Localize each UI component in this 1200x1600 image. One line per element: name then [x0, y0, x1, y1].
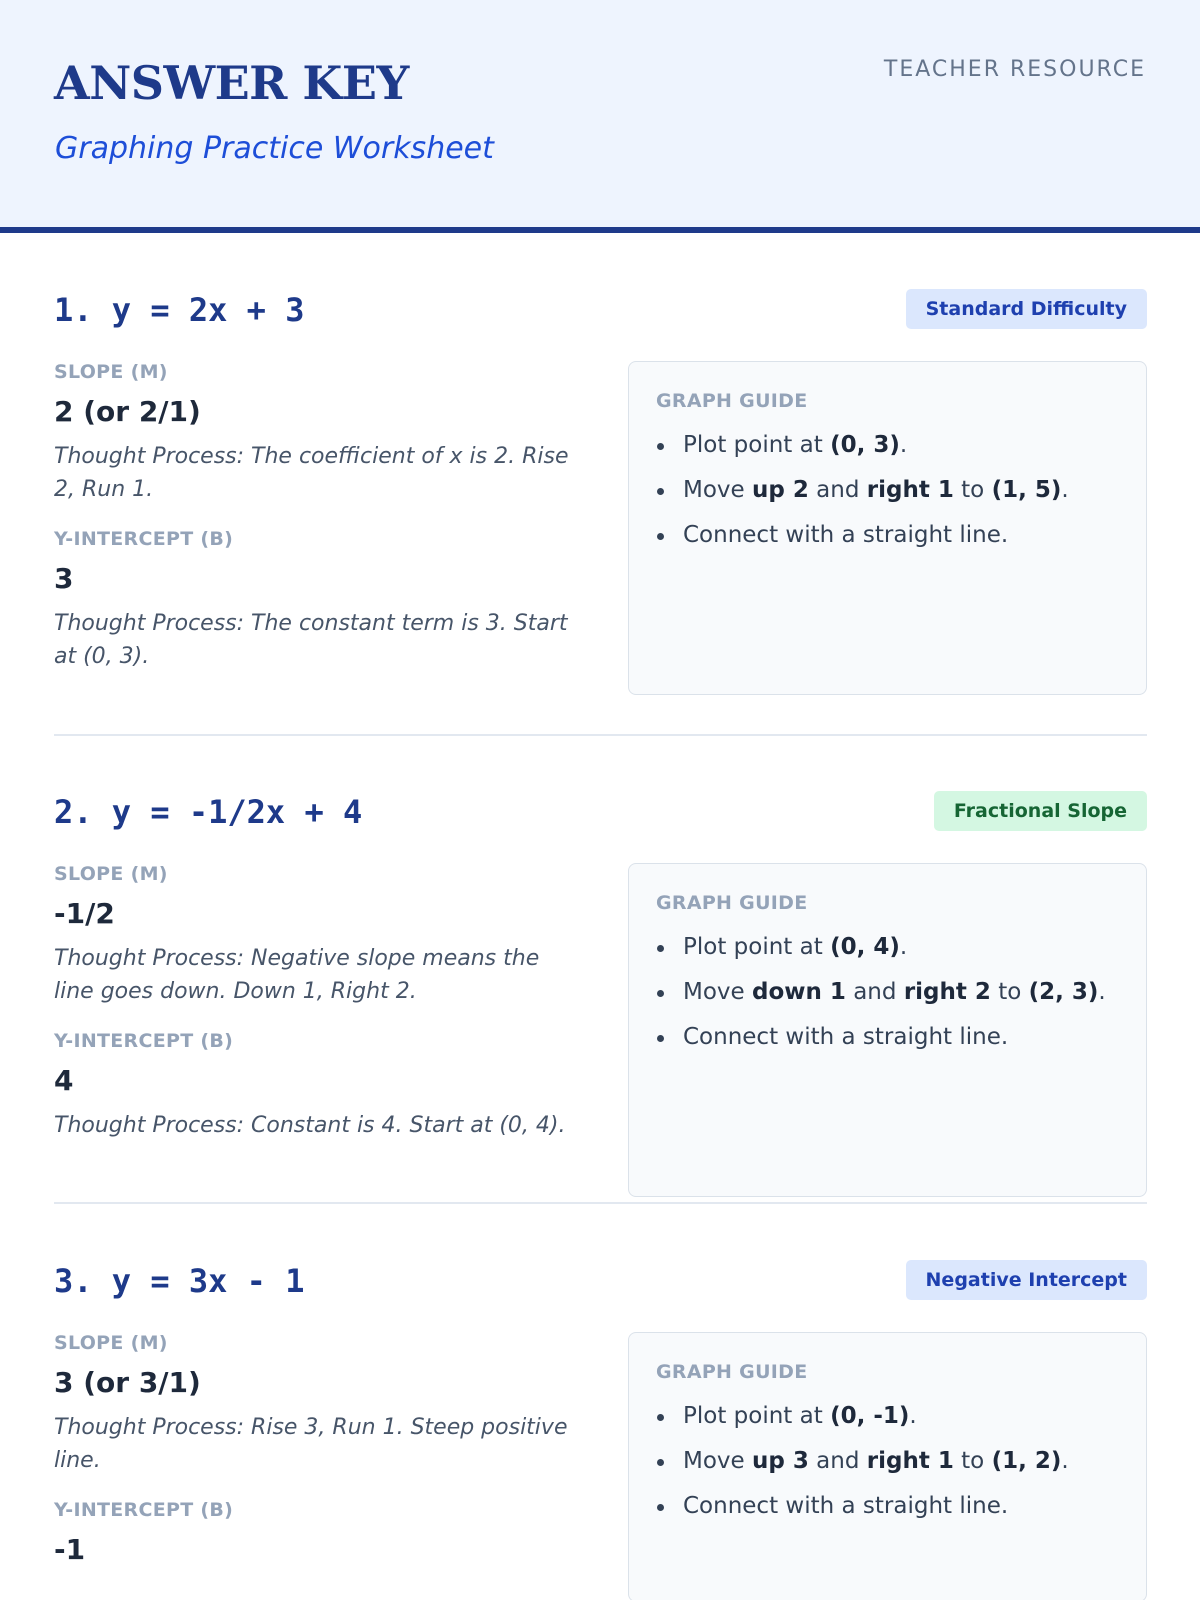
slope-thought: Thought Process: Negative slope means the line goes down. Down 1, Right 2. [54, 946, 540, 1004]
page-header [0, 0, 1200, 233]
graph-guide [628, 361, 1147, 695]
intercept-value: 4 [54, 1064, 74, 1097]
problem-1 [54, 291, 1147, 669]
guide-step-plot: Plot point at (0, -1). [656, 1403, 1118, 1430]
slope-value: -1/2 [54, 897, 115, 930]
guide-step-connect: Connect with a straight line. [656, 522, 1118, 549]
intercept-thought: Thought Process: The constant term is 3. Start at (0, 3). [54, 611, 568, 669]
intercept-value: 3 [54, 562, 74, 595]
slope-label: SLOPE (M) [54, 1332, 168, 1354]
graph-guide-steps [656, 1403, 1118, 1520]
page-title: ANSWER KEY [54, 56, 409, 110]
guide-step-connect: Connect with a straight line. [656, 1024, 1118, 1051]
graph-guide-steps [656, 934, 1118, 1051]
difficulty-badge: Standard Difficulty [906, 289, 1147, 329]
graph-guide-title: GRAPH GUIDE [656, 892, 808, 914]
guide-step-move: Move up 3 and right 1 to (1, 2). [656, 1448, 1118, 1475]
graph-guide [628, 1332, 1147, 1600]
guide-step-plot: Plot point at (0, 3). [656, 432, 1118, 459]
guide-step-move: Move up 2 and right 1 to (1, 5). [656, 477, 1118, 504]
graph-guide [628, 863, 1147, 1197]
slope-label: SLOPE (M) [54, 863, 168, 885]
problem-equation: 1. y = 2x + 3 [54, 291, 305, 329]
problem-equation: 3. y = 3x - 1 [54, 1262, 305, 1300]
section-divider [54, 734, 1147, 736]
intercept-label: Y-INTERCEPT (B) [54, 1499, 234, 1521]
resource-tag: TEACHER RESOURCE [883, 57, 1146, 82]
slope-label: SLOPE (M) [54, 361, 168, 383]
intercept-thought: Thought Process: Constant is 4. Start at (0, 4). [54, 1113, 566, 1138]
slope-value: 2 (or 2/1) [54, 395, 201, 428]
problem-equation: 2. y = -1/2x + 4 [54, 793, 363, 831]
difficulty-badge: Fractional Slope [934, 791, 1147, 831]
slope-thought: Thought Process: The coefficient of x is 2. Rise 2, Run 1. [54, 444, 569, 502]
guide-step-move: Move down 1 and right 2 to (2, 3). [656, 979, 1118, 1006]
intercept-label: Y-INTERCEPT (B) [54, 1030, 234, 1052]
section-divider [54, 1202, 1147, 1204]
problem-2 [54, 793, 1147, 1138]
graph-guide-steps [656, 432, 1118, 549]
intercept-value: -1 [54, 1533, 86, 1566]
guide-step-plot: Plot point at (0, 4). [656, 934, 1118, 961]
difficulty-badge: Negative Intercept [906, 1260, 1147, 1300]
slope-thought: Thought Process: Rise 3, Run 1. Steep positive line. [54, 1415, 568, 1473]
guide-step-connect: Connect with a straight line. [656, 1493, 1118, 1520]
slope-value: 3 (or 3/1) [54, 1366, 201, 1399]
graph-guide-title: GRAPH GUIDE [656, 390, 808, 412]
graph-guide-title: GRAPH GUIDE [656, 1361, 808, 1383]
page-subtitle: Graphing Practice Worksheet [55, 131, 494, 166]
problem-3 [54, 1262, 1147, 1566]
intercept-label: Y-INTERCEPT (B) [54, 528, 234, 550]
